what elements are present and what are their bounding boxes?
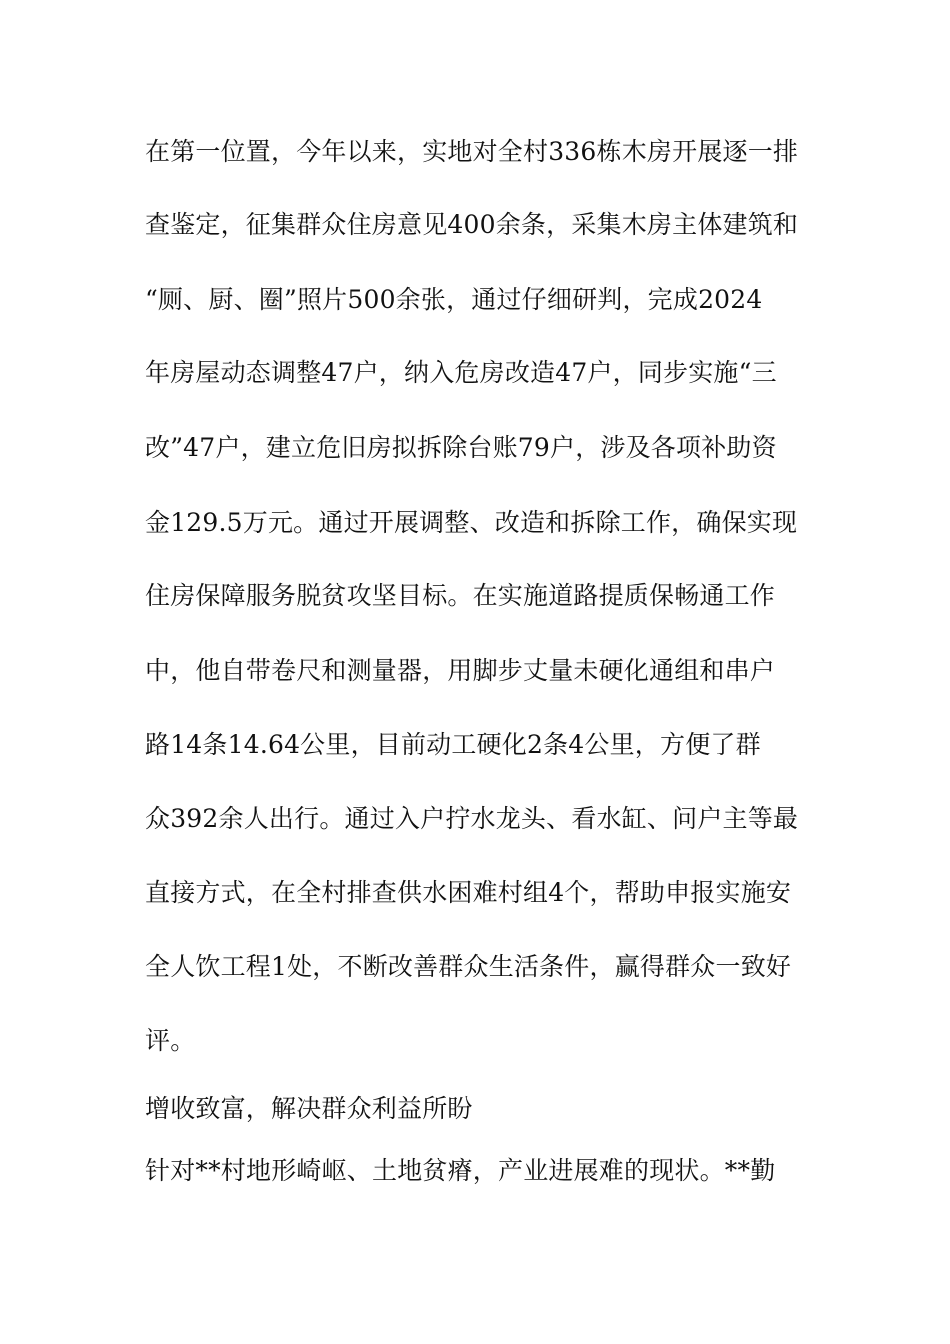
- paragraph-line: 众392余人出行。通过入户拧水龙头、看水缸、问户主等最: [145, 804, 799, 833]
- section-heading: 增收致富，解决群众利益所盼: [145, 1094, 473, 1123]
- paragraph-line: 金129.5万元。通过开展调整、改造和拆除工作，确保实现: [145, 508, 798, 537]
- paragraph-line: 针对**村地形崎岖、土地贫瘠，产业进展难的现状。**勤: [145, 1156, 776, 1185]
- paragraph-line: 改”47户，建立危旧房拟拆除台账79户，涉及各项补助资: [145, 433, 777, 462]
- paragraph-line: 在第一位置，今年以来，实地对全村336栋木房开展逐一排: [145, 137, 799, 166]
- paragraph-line: 直接方式，在全村排查供水困难村组4个，帮助申报实施安: [145, 878, 792, 907]
- paragraph-line: 住房保障服务脱贫攻坚目标。在实施道路提质保畅通工作: [145, 581, 776, 610]
- paragraph-line: 年房屋动态调整47户，纳入危房改造47户，同步实施“三: [145, 358, 777, 387]
- paragraph-line: 评。: [145, 1026, 196, 1055]
- paragraph-line: 查鉴定，征集群众住房意见400余条，采集木房主体建筑和: [145, 210, 799, 239]
- paragraph-line: 全人饮工程1处，不断改善群众生活条件，赢得群众一致好: [145, 952, 792, 981]
- paragraph-line: 路14条14.64公里，目前动工硬化2条4公里，方便了群: [145, 730, 761, 759]
- paragraph-line: 中，他自带卷尺和测量器，用脚步丈量未硬化通组和串户: [145, 656, 776, 685]
- paragraph-line: “厕、厨、圈”照片500余张，通过仔细研判，完成2024: [145, 285, 763, 314]
